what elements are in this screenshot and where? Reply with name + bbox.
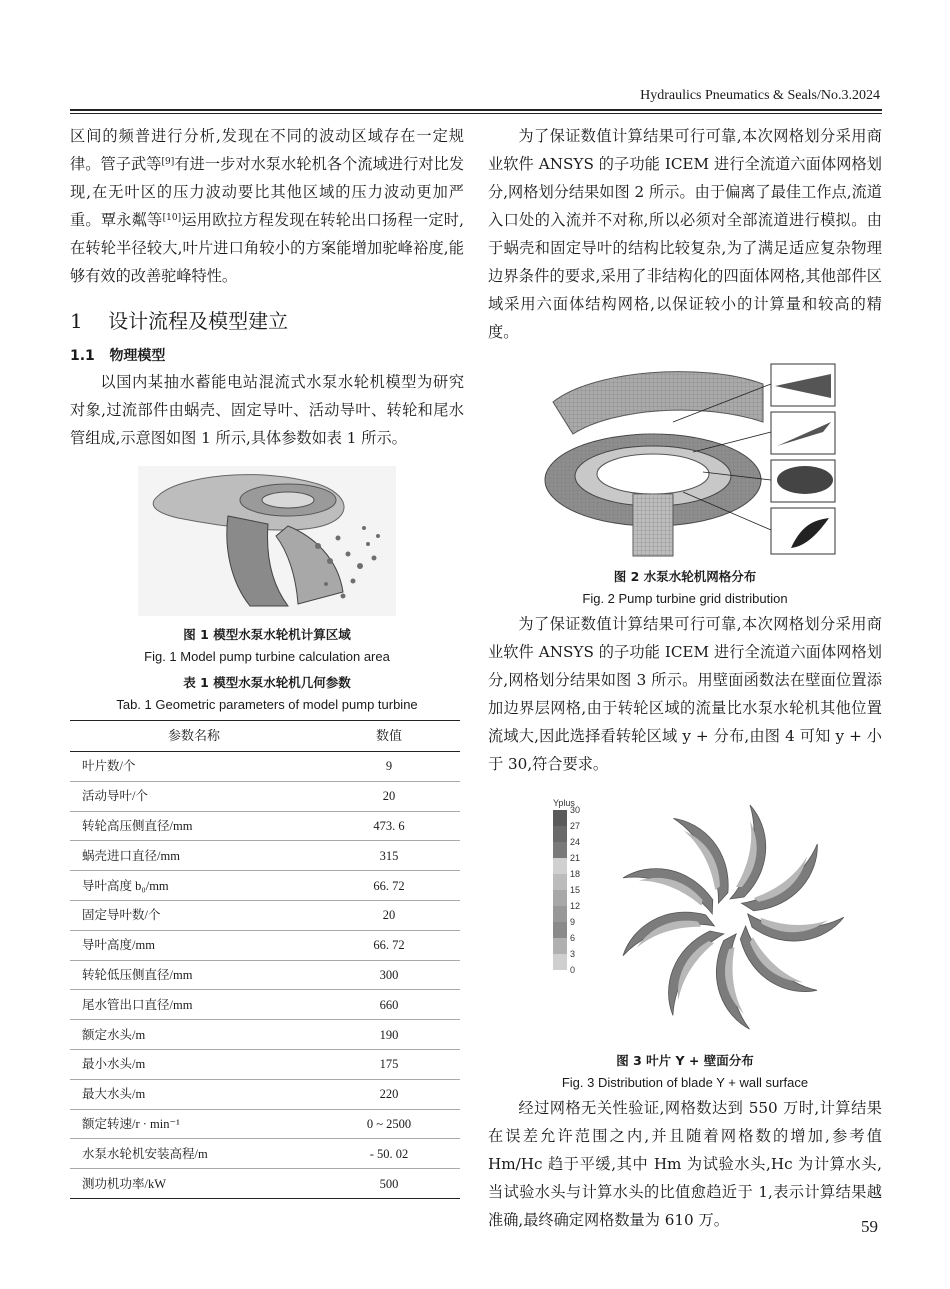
mesh-grid-icon bbox=[533, 362, 837, 558]
param-name: 转轮高压侧直径/mm bbox=[70, 811, 318, 841]
param-value: 66. 72 bbox=[318, 930, 460, 960]
paragraph-grid-independence: 经过网格无关性验证,网格数达到 550 万时,计算结果在误差允许范围之内,并且随着网格数的增加,参考值 Hm/Hc 趋于平缓,其中 Hm 为试验水头,Hc 为计算水头,当试验水头与计算水头的比值愈趋近于 1,表示计算结果越准确,最终确定网格数量为 610 万。 bbox=[488, 1099, 882, 1229]
param-name: 最小水头/m bbox=[70, 1049, 318, 1079]
param-value: 175 bbox=[318, 1049, 460, 1079]
legend-tick: 9 bbox=[570, 917, 576, 927]
param-value: 66. 72 bbox=[318, 871, 460, 901]
legend-tick: 18 bbox=[570, 869, 581, 879]
table-1-caption-cn: 表 1 模型水泵水轮机几何参数 bbox=[183, 675, 351, 690]
param-value: 473. 6 bbox=[318, 811, 460, 841]
legend-tick: 3 bbox=[570, 949, 576, 959]
citation: [9] bbox=[161, 157, 175, 167]
param-name: 水泵水轮机安装高程/m bbox=[70, 1139, 318, 1169]
column-header-value: 数值 bbox=[318, 721, 460, 752]
param-name: 导叶高度/mm bbox=[70, 930, 318, 960]
legend-tick: 24 bbox=[570, 837, 581, 847]
param-value: 20 bbox=[318, 781, 460, 811]
paragraph-yplus: 为了保证数值计算结果可行可靠,本次网格划分采用商业软件 ANSYS 的子功能 ICEM 进行全流道六面体网格划分,网格划分结果如图 3 所示。用壁面函数法在壁面位置添加边界层网格,由于转轮区域的流量比水泵水轮机其他位置流域大,因此选择看转轮区域 y + 分布,由图 4 可知 y + 小于 30,符合要求。 bbox=[488, 615, 882, 773]
table-row bbox=[70, 1139, 460, 1169]
param-name: 测功机功率/kW bbox=[70, 1169, 318, 1199]
legend-tick: 21 bbox=[570, 853, 581, 863]
legend-tick: 15 bbox=[570, 885, 581, 895]
section-title: 设计流程及模型建立 bbox=[108, 309, 289, 333]
section-number: 1 bbox=[70, 309, 83, 333]
table-row bbox=[70, 841, 460, 871]
figure-3-caption-en: Fig. 3 Distribution of blade Y + wall surface bbox=[561, 1075, 809, 1090]
parameter-table bbox=[70, 720, 460, 1199]
param-value: 190 bbox=[318, 1020, 460, 1050]
table-row bbox=[70, 1049, 460, 1079]
subsection-number: 1.1 bbox=[70, 348, 95, 364]
legend-tick: 30 bbox=[570, 805, 581, 815]
param-value: 20 bbox=[318, 900, 460, 930]
param-value: 500 bbox=[318, 1169, 460, 1199]
legend-title: Yplus bbox=[553, 798, 575, 808]
figure-2-caption-en: Fig. 2 Pump turbine grid distribution bbox=[582, 591, 788, 606]
pump-turbine-3d-icon bbox=[138, 466, 396, 616]
table-row bbox=[70, 960, 460, 990]
header-rule-thin bbox=[70, 113, 882, 114]
figure-3-caption-cn: 图 3 叶片 Y + 壁面分布 bbox=[616, 1053, 754, 1068]
param-name: 蜗壳进口直径/mm bbox=[70, 841, 318, 871]
legend-tick: 0 bbox=[570, 965, 576, 975]
paragraph-model: 以国内某抽水蓄能电站混流式水泵水轮机模型为研究对象,过流部件由蜗壳、固定导叶、活动导叶、转轮和尾水管组成,示意图如图 1 所示,具体参数如表 1 所示。 bbox=[70, 373, 464, 447]
param-name: 活动导叶/个 bbox=[70, 781, 318, 811]
param-value: 660 bbox=[318, 990, 460, 1020]
right-column bbox=[488, 122, 882, 1234]
text: 有进一步对水泵水轮机各个流域进行对比发现,在无叶区的压力波动要比其他区域的压力波动更加严重。覃永粼等 bbox=[70, 155, 464, 229]
table-row bbox=[70, 900, 460, 930]
figure-1-caption-cn: 图 1 模型水泵水轮机计算区域 bbox=[183, 627, 351, 642]
figure-2-image bbox=[533, 362, 837, 558]
table-row bbox=[70, 1109, 460, 1139]
table-row bbox=[70, 1020, 460, 1050]
page-number: 59 bbox=[861, 1217, 878, 1236]
left-column bbox=[70, 122, 464, 1199]
column-header-name: 参数名称 bbox=[70, 721, 318, 752]
param-name: 固定导叶数/个 bbox=[70, 900, 318, 930]
param-value: 300 bbox=[318, 960, 460, 990]
param-name: 叶片数/个 bbox=[70, 752, 318, 782]
colorbar bbox=[553, 810, 567, 970]
param-name: 转轮低压侧直径/mm bbox=[70, 960, 318, 990]
figure-3-image bbox=[515, 792, 855, 1042]
param-name: 导叶高度 b₀/mm bbox=[70, 871, 318, 901]
table-row bbox=[70, 990, 460, 1020]
param-name: 尾水管出口直径/mm bbox=[70, 990, 318, 1020]
figure-1-caption-en: Fig. 1 Model pump turbine calculation area bbox=[144, 649, 390, 664]
table-row bbox=[70, 871, 460, 901]
param-value: 9 bbox=[318, 752, 460, 782]
param-value: 315 bbox=[318, 841, 460, 871]
param-name: 额定转速/r · min⁻¹ bbox=[70, 1109, 318, 1139]
text: 运用欧拉方程发现在转轮出口扬程一定时,在转轮半径较大,叶片进口角较小的方案能增加驼峰裕度,能够有效的改善驼峰特性。 bbox=[70, 211, 465, 285]
text: 区间的频普进行分析,发现在不同的波动区域存在一定规律。管子武等 bbox=[70, 127, 464, 173]
running-header: Hydraulics Pneumatics & Seals/No.3.2024 bbox=[640, 88, 880, 103]
table-row bbox=[70, 930, 460, 960]
table-header-row bbox=[70, 721, 460, 752]
param-name: 额定水头/m bbox=[70, 1020, 318, 1050]
param-value: - 50. 02 bbox=[318, 1139, 460, 1169]
table-row bbox=[70, 1079, 460, 1109]
legend-tick: 6 bbox=[570, 933, 576, 943]
paragraph-intro bbox=[70, 122, 464, 290]
subsection-title: 物理模型 bbox=[109, 348, 166, 364]
blade-yplus-contour-icon bbox=[515, 792, 855, 1042]
paragraph-mesh: 为了保证数值计算结果可行可靠,本次网格划分采用商业软件 ANSYS 的子功能 ICEM 进行全流道六面体网格划分,网格划分结果如图 2 所示。由于偏离了最佳工作点,流道入口处的入流并不对称,所以必须对全部流道进行模拟。由于蜗壳和固定导叶的结构比较复杂,为了满足适应复杂物理边界条件的要求,采用了非结构化的四面体网格,其他部件区域采用六面体结构网格,以保证较小的计算量和较高的精度。 bbox=[488, 127, 882, 341]
header-rule bbox=[70, 109, 882, 111]
figure-2-caption-cn: 图 2 水泵水轮机网格分布 bbox=[613, 569, 757, 584]
figure-1-image bbox=[138, 466, 396, 616]
legend-tick: 12 bbox=[570, 901, 581, 911]
param-value: 220 bbox=[318, 1079, 460, 1109]
subsection-heading bbox=[70, 344, 464, 368]
table-row bbox=[70, 1169, 460, 1199]
table-row bbox=[70, 752, 460, 782]
citation: [10] bbox=[162, 213, 182, 223]
table-row bbox=[70, 781, 460, 811]
section-heading bbox=[70, 308, 464, 334]
table-row bbox=[70, 811, 460, 841]
param-name: 最大水头/m bbox=[70, 1079, 318, 1109]
param-value: 0 ~ 2500 bbox=[318, 1109, 460, 1139]
table-1-caption-en: Tab. 1 Geometric parameters of model pump turbine bbox=[116, 697, 418, 712]
legend-tick: 27 bbox=[570, 821, 581, 831]
